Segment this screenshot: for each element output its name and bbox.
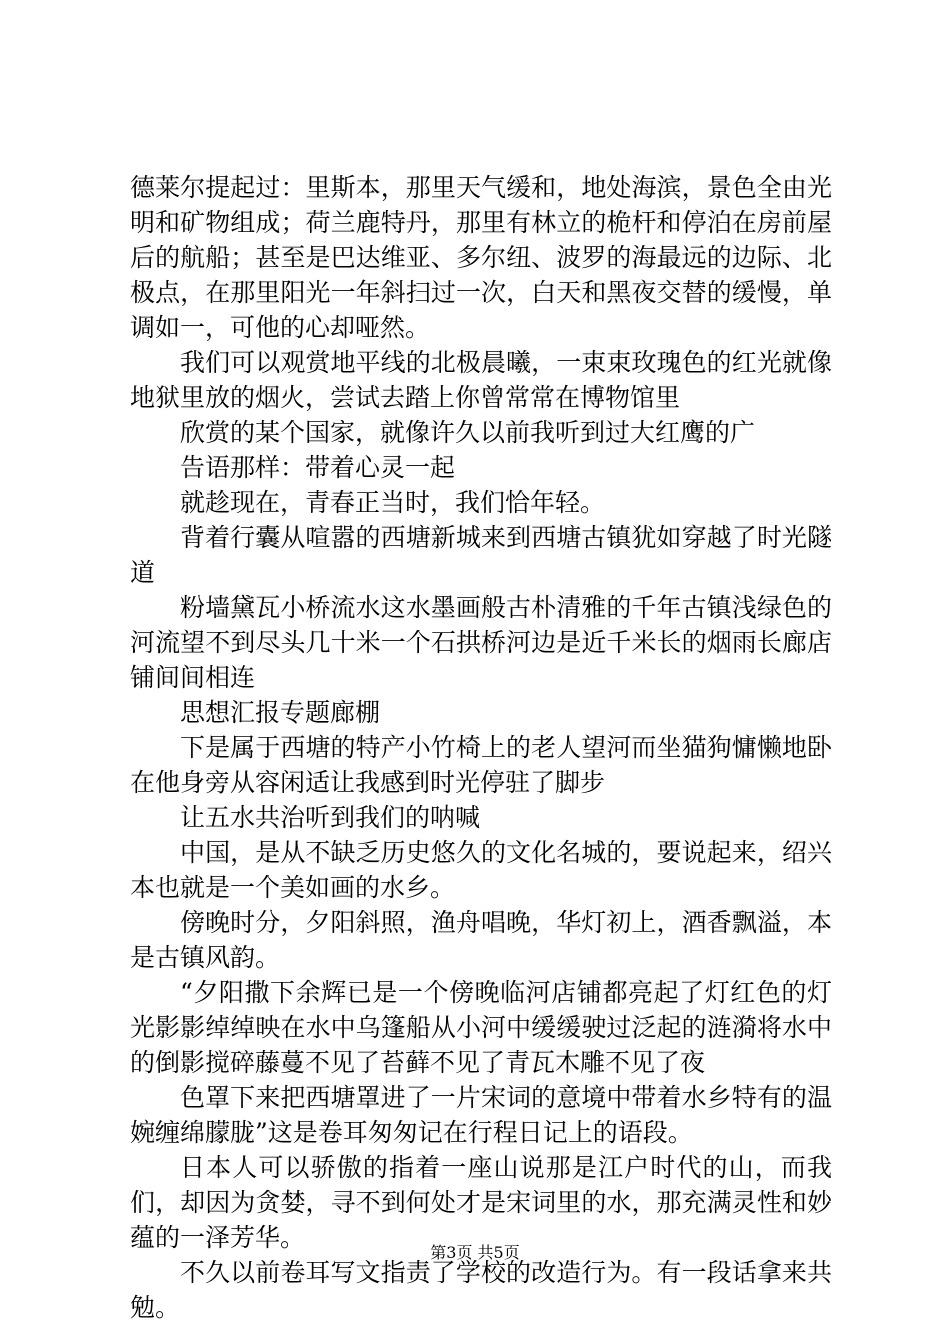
paragraph: 欣赏的某个国家，就像许久以前我听到过大红鹰的广 <box>180 418 756 447</box>
paragraph: 让五水共治听到我们的呐喊 <box>180 803 481 832</box>
paragraph: 不久以前卷耳写文指责了学校的改造行为。有一段话拿来共勉。 <box>130 1258 832 1322</box>
page-number: 第3页 共5页 <box>430 1243 520 1262</box>
paragraph: 下是属于西塘的特产小竹椅上的老人望河而坐猫狗慵懒地卧在他身旁从容闲适让我感到时光停驻了脚步 <box>130 733 832 797</box>
paragraph: 粉墙黛瓦小桥流水这水墨画般古朴清雅的千年古镇浅绿色的河流望不到尽头几十米一个石拱桥河边是近千米长的烟雨长廊店铺间间相连 <box>130 593 832 692</box>
paragraph: 背着行囊从喧嚣的西塘新城来到西塘古镇犹如穿越了时光隧道 <box>130 523 832 587</box>
paragraph: 傍晚时分，夕阳斜照，渔舟唱晚，华灯初上，酒香飘溢，本是古镇风韵。 <box>130 908 832 972</box>
paragraph: 中国，是从不缺乏历史悠久的文化名城的，要说起来，绍兴本也就是一个美如画的水乡。 <box>130 838 832 902</box>
paragraph: 德莱尔提起过：里斯本，那里天气缓和，地处海滨，景色全由光明和矿物组成；荷兰鹿特丹，那里有林立的桅杆和停泊在房前屋后的航船；甚至是巴达维亚、多尔纽、波罗的海最远的边际、北极点，在那里阳光一年斜扫过一次，白天和黑夜交替的缓慢，单调如一，可他的心却哑然。 <box>130 173 832 342</box>
paragraph: 色罩下来把西塘罩进了一片宋词的意境中带着水乡特有的温婉缠绵朦胧”这是卷耳匆匆记在行程日记上的语段。 <box>130 1083 832 1147</box>
page-footer <box>0 1243 950 1263</box>
paragraph: 就趁现在，青春正当时，我们恰年轻。 <box>180 488 606 517</box>
paragraph: 思想汇报专题廊棚 <box>180 698 381 727</box>
paragraph: “夕阳撒下余辉已是一个傍晚临河店铺都亮起了灯红色的灯光影影绰绰映在水中乌篷船从小河中缓缓驶过泛起的涟漪将水中的倒影搅碎藤蔓不见了苔藓不见了青瓦木雕不见了夜 <box>130 978 832 1077</box>
body-text <box>130 170 832 1325</box>
paragraph: 我们可以观赏地平线的北极晨曦，一束束玫瑰色的红光就像地狱里放的烟火，尝试去踏上你曾常常在博物馆里 <box>130 348 832 412</box>
paragraph: 告语那样：带着心灵一起 <box>180 453 456 482</box>
paragraph: 日本人可以骄傲的指着一座山说那是江户时代的山，而我们，却因为贪婪，寻不到何处才是宋词里的水，那充满灵性和妙蕴的一泽芳华。 <box>130 1153 832 1252</box>
